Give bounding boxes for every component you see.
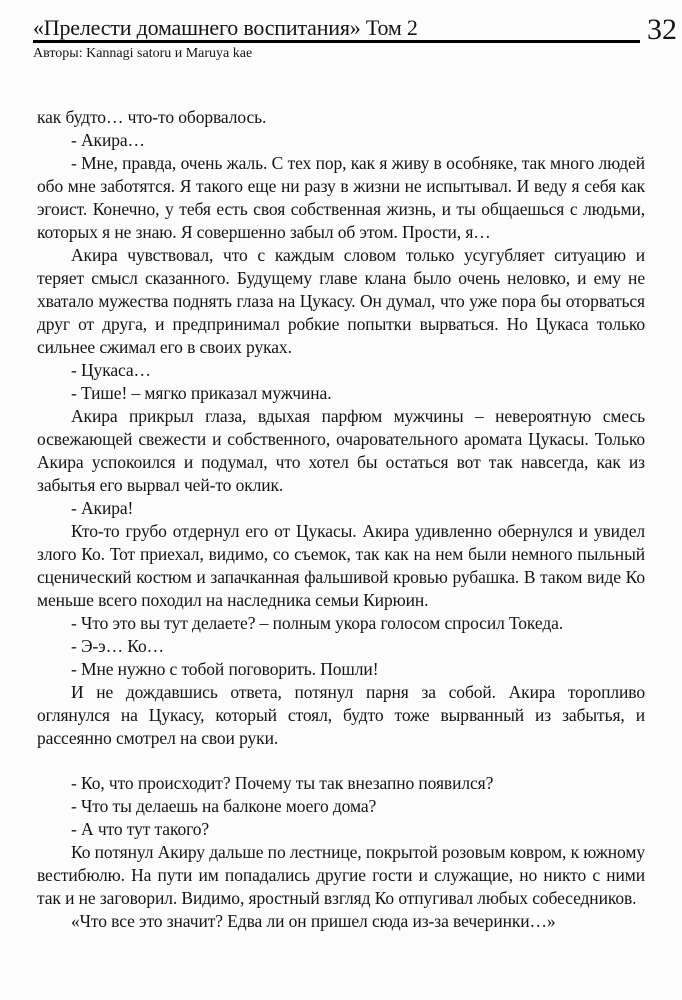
- paragraph: как будто… что-то оборвалось.: [37, 107, 267, 128]
- paragraph: Акира прикрыл глаза, вдыхая парфюм мужчины – невероятную смесь освежающей свежести и собственного, очаровательного аромата Цукасы. Только Акира успокоился и подумал, что хотел бы остаться вот так навсегда, как из забытья его вырвал чей-то оклик.: [37, 406, 645, 496]
- paragraph: - Ко, что происходит? Почему ты так внезапно появился?: [71, 773, 494, 794]
- authors-line: Авторы: Kannagi satoru и Maruya kae: [33, 46, 253, 61]
- paragraph: Ко потянул Акиру дальше по лестнице, покрытой розовым ковром, к южному вестибюлю. На пути им попадались другие гости и служащие, но никто с ними так и не заговорил. Видимо, яростный взгляд Ко отпугивал любых собеседников.: [37, 842, 645, 909]
- paragraph: - Мне, правда, очень жаль. С тех пор, как я живу в особняке, так много людей обо мне заботятся. Я такого еще ни разу в жизни не испытывал. И веду я себя как эгоист. Конечно, у тебя есть своя собственная жизнь, и ты общаешься с людьми, которых я не знаю. Я совершенно забыл об этом. Прости, я…: [37, 153, 645, 243]
- paragraph: - Мне нужно с тобой поговорить. Пошли!: [71, 659, 379, 680]
- paragraph: «Что все это значит? Едва ли он пришел сюда из-за вечеринки…»: [71, 911, 556, 932]
- paragraph: - Что это вы тут делаете? – полным укора голосом спросил Токеда.: [71, 613, 564, 634]
- page-number: 32: [647, 13, 677, 47]
- paragraph: И не дождавшись ответа, потянул парня за собой. Акира торопливо оглянулся на Цукасу, который стоял, будто тоже вырванный из забытья, и рассеянно смотрел на свои руки.: [37, 682, 645, 749]
- paragraph: - Что ты делаешь на балконе моего дома?: [71, 796, 377, 817]
- book-title: «Прелести домашнего воспитания» Том 2: [33, 15, 418, 40]
- paragraph: Кто-то грубо отдернул его от Цукасы. Акира удивленно обернулся и увидел злого Ко. Тот приехал, видимо, со съемок, так как на нем были немного пыльный сценический костюм и запачканная фальшивой кровью рубашка. В таком виде Ко меньше всего походил на наследника семьи Кирюин.: [37, 521, 645, 611]
- paragraph: - Э-э… Ко…: [71, 636, 165, 657]
- page-header: [33, 13, 677, 61]
- story-text: [37, 106, 645, 933]
- title-underline: [33, 17, 640, 43]
- header-row: [33, 13, 677, 47]
- paragraph: - Акира…: [71, 130, 145, 151]
- scene-break: [37, 750, 645, 772]
- paragraph: - Тише! – мягко приказал мужчина.: [71, 383, 332, 404]
- paragraph: - Акира!: [71, 498, 134, 519]
- paragraph: Акира чувствовал, что с каждым словом только усугубляет ситуацию и теряет смысл сказанного. Будущему главе клана было очень неловко, и ему не хватало мужества поднять глаза на Цукасу. Он думал, что уже пора бы оторваться друг от друга, и предпринимал робкие попытки вырваться. Но Цукаса только сильнее сжимал его в своих руках.: [37, 245, 645, 358]
- paragraph: - А что тут такого?: [71, 819, 210, 840]
- paragraph: - Цукаса…: [71, 360, 151, 381]
